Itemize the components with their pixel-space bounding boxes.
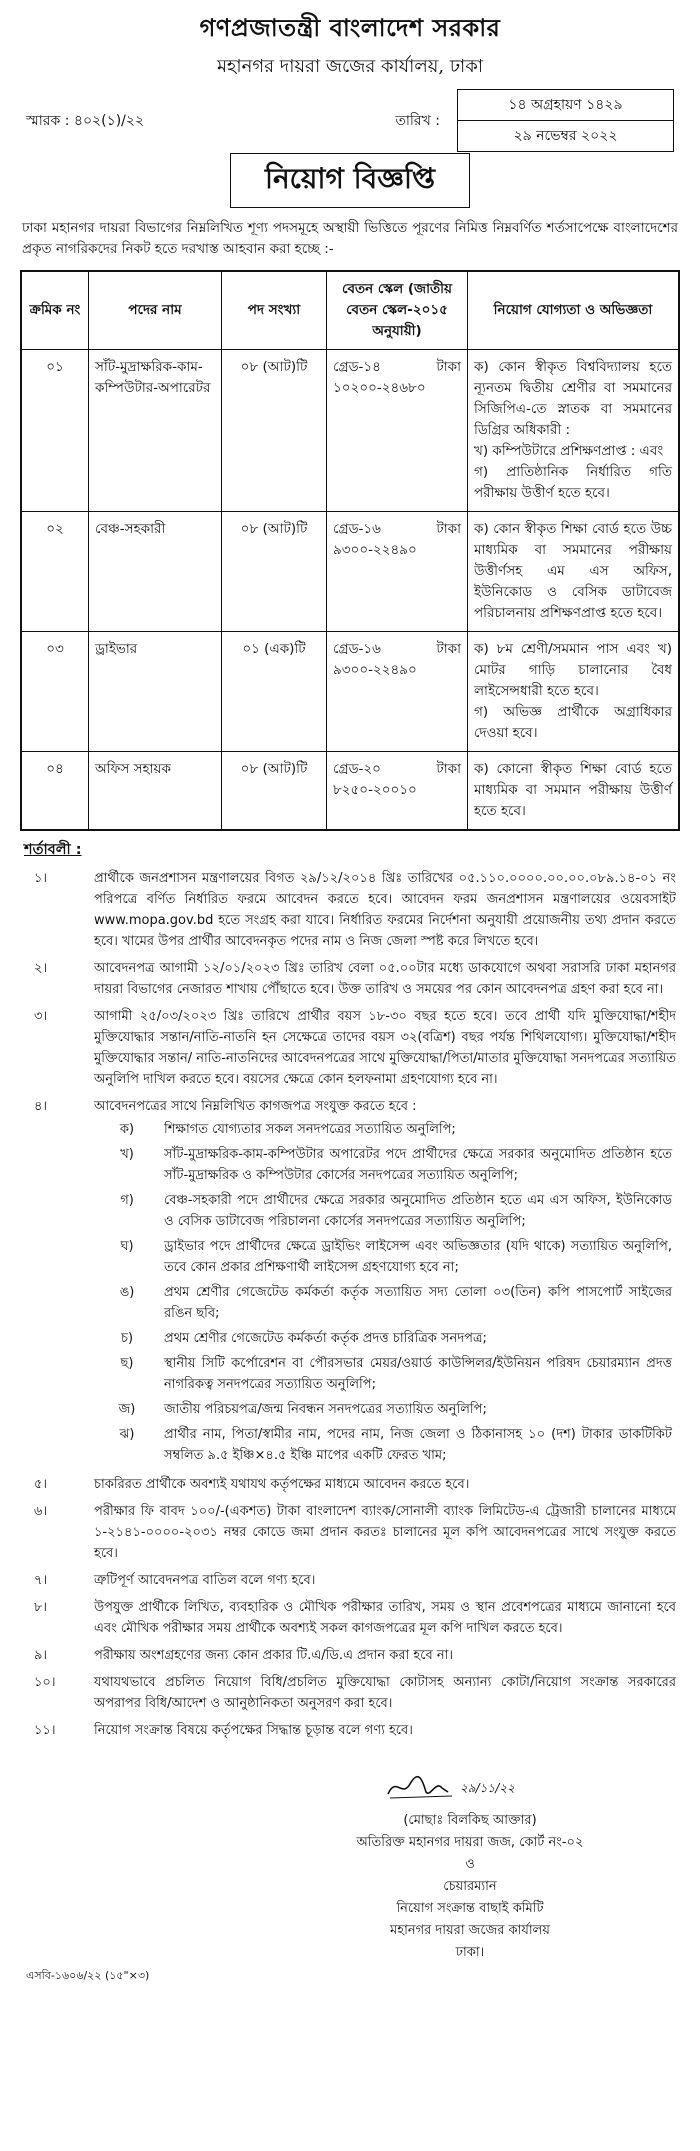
condition-number: ২।: [34, 961, 48, 976]
signature-date: ২৯/১১/২২: [460, 1781, 515, 1795]
document-text: স্থানীয় সিটি কর্পোরেশন বা পৌরসভার মেয়র/ওয়ার্ড কাউন্সিলর/ইউনিয়ন পরিষদ চেয়ারম্যান প্রদত্ত নাগরিকত্ব সনদপত্রের সত্যায়িত অনুলিপি;: [164, 1356, 672, 1392]
notice-title-box: [20, 153, 680, 208]
grade-text: গ্রেড-১৬: [333, 641, 381, 657]
condition-text: ত্রুটিপূর্ণ আবেদনপত্র বাতিল বলে গণ্য হবে।: [94, 1573, 316, 1588]
document-text: ড্রাইভার পদে প্রার্থীদের ক্ষেত্রে ড্রাইভিং লাইসেন্স এবং অভিজ্ঞতার (যদি থাকে) সত্যায়িত অনুলিপি, তবে কোন প্রকার প্রশিক্ষণার্থী লাইসেন্স গ্রহণযোগ্য হবে না;: [164, 1239, 672, 1275]
serial-cell: ০১: [21, 350, 89, 512]
document-text: শিক্ষাগত যোগ্যতার সকল সনদপত্রের সত্যায়িত অনুলিপি;: [164, 1122, 456, 1137]
date-box: [457, 89, 674, 152]
condition-text: প্রার্থীকে জনপ্রশাসন মন্ত্রণালয়ের বিগত ২৯/১২/২০১৪ খ্রিঃ তারিখের ০৫.১১০.০০০০.০০.০০.০৮৯.১৪-০১ নং পরিপত্রে বর্ণিত নির্ধারিত ফরমে আবেদন করতে হবে। আবেদন ফরম জনপ্রশাসন মন্ত্রণালয়ের ওয়েবসাইট www.mopa.gov.bd হতে সংগ্রহ করা যাবে। নির্ধারিত ফরমের নির্দেশনা অনুযায়ী প্রয়োজনীয় তথ্য প্রদান করতে হবে। খামের উপর প্রার্থীর আবেদনকৃত পদের নাম ও নিজ জেলা স্পষ্ট করে লিখতে হবে।: [94, 871, 676, 949]
document-item: [94, 1117, 676, 1142]
condition-text: আগামী ২৫/০৩/২০২৩ খ্রিঃ তারিখে প্রার্থীর বয়স ১৮-৩০ বছর হতে হবে। তবে প্রার্থী যদি মুক্তিযোদ্ধা/শহীদ মুক্তিযোদ্ধার সন্তান/নাতি-নাতনি হন সেক্ষেত্রে তাদের বয়স ৩২(বত্রিশ) বছর পর্যন্ত শিথিলযোগ্য। মুক্তিযোদ্ধা/শহীদ মুক্তিযোদ্ধার সন্তান/ নাতি-নাতনিদের আবেদনপত্রের সাথে মুক্তিযোদ্ধা/পিতা/মাতার মুক্তিযোদ্ধা সনদপত্রের সত্যায়িত অনুলিপি দাখিল করতে হবে। বয়সের ক্ষেত্রে কোন হলফনামা গ্রহণযোগ্য হবে না।: [94, 1009, 676, 1087]
condition-number: ৪।: [34, 1099, 48, 1114]
qualification-item: গ) অভিজ্ঞ প্রার্থীকে অগ্রাধিকার দেওয়া হবে।: [474, 704, 672, 741]
document-label: গ): [120, 1193, 134, 1208]
condition-item: [20, 1594, 680, 1642]
date-bangla: ১৪ অগ্রহায়ণ ১৪২৯: [508, 97, 623, 113]
signatory-role: চেয়ারম্যান: [443, 1879, 497, 1894]
grade-text: গ্রেড-১৪: [333, 359, 381, 375]
condition-item: [20, 1498, 680, 1567]
condition-text: যথাযথভাবে প্রচলিত নিয়োগ বিধি/প্রচলিত মুক্তিযোদ্ধা কোটাসহ অন্যান্য কোটা/নিয়োগ সংক্রান্ত সরকারের অপরাপর বিধি/আদেশ ও আনুষ্ঠানিকতা অনুসরণ করা হবে।: [94, 1675, 676, 1711]
count-cell: ০১ (এক)টি: [222, 632, 327, 752]
office-name: মহানগর দায়রা জজের কার্যালয়: [390, 1923, 550, 1938]
committee-name: নিয়োগ সংক্রান্ত বাছাই কমিটি: [396, 1901, 544, 1916]
qualification-item: গ) প্রাতিষ্ঠানিক নির্ধারিত গতি পরীক্ষায় উত্তীর্ণ হতে হবে।: [474, 464, 672, 501]
document-text: প্রার্থীর নাম, পিতা/স্বামীর নাম, পদের নাম, নিজ জেলা ও ঠিকানাসহ ১০ (দশ) টাকার ডাকটিকিট সম্বলিত ৯.৫ ইঞ্চি×৪.৫ ইঞ্চি মাপের একটি ফেরত খাম;: [164, 1427, 672, 1463]
qualification-item: ক) কোন স্বীকৃত বিশ্ববিদ্যালয় হতে ন্যূনতম দ্বিতীয় শ্রেণীর বা সমমানের সিজিপিএ-তে স্নাতক বা সমমানের ডিগ্রির অধিকারী :: [474, 359, 672, 438]
scale-cell: [327, 752, 468, 831]
qualification-cell: [468, 752, 680, 831]
signatory-name: (মোছাঃ বিলকিছ আক্তার): [403, 1813, 537, 1828]
document-text: বেঞ্চ-সহকারী পদে প্রার্থীদের ক্ষেত্রে সরকার অনুমোদিত প্রতিষ্ঠান হতে এম এস অফিস, ইউনিকোড ও বেসিক ডাটাবেজ পরিচালনা কোর্সের সনদপত্রের সত্যায়িত অনুলিপি;: [164, 1193, 672, 1229]
table-header-row: [21, 271, 679, 350]
signature-block: [20, 1762, 680, 1992]
table-row: [21, 512, 679, 632]
taka-text: টাকা: [436, 359, 461, 375]
reference-row: [20, 89, 680, 147]
document-label: জ): [118, 1402, 136, 1417]
scale-cell: [327, 632, 468, 752]
condition-item: [20, 1003, 680, 1093]
office-title: মহানগর দায়রা জজের কার্যালয়, ঢাকা: [216, 56, 484, 77]
condition-number: ৭।: [34, 1573, 48, 1588]
intro-paragraph: ঢাকা মহানগর দায়রা বিভাগের নিম্নলিখিত শূণ্য পদসমূহে অস্থায়ী ভিত্তিতে পূরণের নিমিত্ত নিম্নবর্ণিত শর্তসাপেক্ষে বাংলাদেশের প্রকৃত নাগরিকদের নিকট হতে দরখাস্ত আহবান করা হচ্ছে :-: [22, 220, 678, 257]
document-label: ঝ): [119, 1427, 135, 1442]
qualification-item: ক) কোন স্বীকৃত শিক্ষা বোর্ড হতে উচ্চ মাধ্যমিক বা সমমানের পরীক্ষায় উত্তীর্ণসহ এম এস অফিস, ইউনিকোড ও বেসিক ডাটাবেজ পরিচালনায় প্রশিক্ষণপ্রাপ্ত হতে হবে।: [474, 521, 672, 621]
notice-title: নিয়োগ বিজ্ঞপ্তি: [230, 153, 470, 208]
condition-text-documents: [90, 1093, 680, 1471]
date-label: তারিখ :: [395, 113, 440, 129]
posts-table: [20, 270, 680, 831]
qualification-cell: [468, 512, 680, 632]
qualification-cell: [468, 632, 680, 752]
city-name: ঢাকা।: [455, 1945, 485, 1960]
range-text: ১০২০০-২৪৬৮০: [333, 380, 426, 396]
condition-item: [20, 1717, 680, 1744]
serial-cell: ০২: [21, 512, 89, 632]
table-row: [21, 350, 679, 512]
condition-text: নিয়োগ সংক্রান্ত বিষয়ে কর্তৃপক্ষের সিদ্ধান্ত চূড়ান্ত বলে গণ্য হবে।: [94, 1723, 413, 1738]
range-text: ৯৩০০-২২৪৯০: [333, 662, 417, 678]
document-label: ক): [119, 1122, 135, 1137]
condition-number: ১০।: [34, 1675, 56, 1690]
condition-number: ৮।: [34, 1600, 48, 1615]
document-label: ছ): [120, 1356, 134, 1371]
range-text: ৯৩০০-২২৪৯০: [333, 542, 417, 558]
document-item: [94, 1188, 676, 1234]
range-text: ৮২৫০-২০০১০: [333, 782, 417, 798]
count-cell: ০৮ (আট)টি: [222, 752, 327, 831]
signatory-and: ও: [465, 1857, 475, 1872]
date-english: ২৯ নভেম্বর ২০২২: [458, 120, 673, 151]
scale-cell: [327, 350, 468, 512]
count-cell: ০৮ (আট)টি: [222, 512, 327, 632]
taka-text: টাকা: [436, 761, 461, 777]
document-label: খ): [120, 1147, 134, 1162]
letterhead: [20, 10, 680, 83]
condition-number: ৫।: [34, 1477, 48, 1492]
condition-text: আবেদনপত্র আগামী ১২/০১/২০২৩ খ্রিঃ তারিখ বেলা ০৫.০০টার মধ্যে ডাকযোগে অথবা সরাসরি ঢাকা মহানগর দায়রা বিভাগের নেজারত শাখায় পৌঁছাতে হবে। উক্ত তারিখ ও সময়ের পর কোন আবেদনপত্র গ্রহণ করা হবে না।: [94, 961, 676, 997]
document-item: [94, 1234, 676, 1280]
signatory-details: [320, 1810, 620, 1964]
serial-cell: ০৩: [21, 632, 89, 752]
document-text: প্রথম শ্রেণীর গেজেটেড কর্মকর্তা কর্তৃক সত্যায়িত সদ্য তোলা ০৩(তিন) কপি পাসপোর্ট সাইজের রঙিন ছবি;: [164, 1285, 672, 1321]
government-title: গণপ্রজাতন্ত্রী বাংলাদেশ সরকার: [199, 13, 501, 42]
qualification-item: ক) ৮ম শ্রেণী/সমমান পাস এবং খ) মোটর গাড়ি চালানোর বৈধ লাইসেন্সধারী হতে হবে।: [474, 641, 672, 699]
header-post: পদের নাম: [89, 271, 222, 350]
condition-text: পরীক্ষায় অংশগ্রহণের জন্য কোন প্রকার টি.এ/ডি.এ প্রদান করা হবে না।: [94, 1648, 454, 1663]
table-row: [21, 752, 679, 831]
condition-item: [20, 1093, 680, 1471]
condition-text: চাকরিরত প্রার্থীকে অবশ্যই যথাযথ কর্তৃপক্ষের মাধ্যমে আবেদন করতে হবে।: [94, 1477, 470, 1492]
conditions-list: [20, 865, 680, 1744]
header-qualification: নিয়োগ যোগ্যতা ও অভিজ্ঞতা: [468, 271, 680, 350]
document-label: ঙ): [119, 1285, 135, 1300]
condition-item: [20, 1669, 680, 1717]
condition-item: [20, 865, 680, 955]
grade-text: গ্রেড-২০: [333, 761, 381, 777]
condition-item: [20, 1567, 680, 1594]
taka-text: টাকা: [436, 521, 461, 537]
document-label: চ): [120, 1331, 134, 1346]
signatory-designation: অতিরিক্ত মহানগর দায়রা জজ, কোর্ট নং-০২: [356, 1835, 584, 1850]
document-item: [94, 1326, 676, 1351]
scale-cell: [327, 512, 468, 632]
condition-number: ৩।: [34, 1009, 48, 1024]
condition-item: [20, 1471, 680, 1498]
condition-number: ৬।: [34, 1504, 48, 1519]
document-label: ঘ): [120, 1239, 134, 1254]
memo-number: স্মারক : ৪০২(১)/২২: [26, 113, 145, 129]
qualification-item: খ) কম্পিউটারে প্রশিক্ষণপ্রাপ্ত : এবং: [474, 443, 664, 459]
condition-item: [20, 1642, 680, 1669]
document-text: সাঁট-মুদ্রাক্ষরিক-কাম-কম্পিউটার অপারেটর পদে প্রার্থীদের ক্ষেত্রে সরকার অনুমোদিত প্রতিষ্ঠান হতে সাঁট-মুদ্রাক্ষরিক ও কম্পিউটার কোর্সের সনদপত্রের সত্যায়িত অনুলিপি;: [164, 1147, 672, 1183]
document-text: জাতীয় পরিচয়পত্র/জন্ম নিবন্ধন সনদপত্রের সত্যায়িত অনুলিপি;: [164, 1402, 487, 1417]
condition-text: উপযুক্ত প্রার্থীকে লিখিত, ব্যবহারিক ও মৌখিক পরীক্ষার তারিখ, সময় ও স্থান প্রবেশপত্রের মাধ্যমে জানানো হবে এবং মৌখিক পরীক্ষার সময় প্রার্থীকে অবশ্যই সকল কাগজপত্রের মূল কপি দাখিল করতে হবে।: [94, 1600, 676, 1636]
handwritten-signature: [382, 1768, 522, 1804]
header-scale: বেতন স্কেল (জাতীয় বেতন স্কেল-২০১৫ অনুযায়ী): [327, 271, 468, 350]
post-cell: বেঞ্চ-সহকারী: [89, 512, 222, 632]
table-row: [21, 632, 679, 752]
conditions-title: শর্তাবলী :: [24, 842, 82, 858]
serial-cell: ০৪: [21, 752, 89, 831]
condition-number: ১১।: [34, 1723, 56, 1738]
condition-number: ১।: [34, 871, 48, 886]
count-cell: ০৮ (আট)টি: [222, 350, 327, 512]
document-text: প্রথম শ্রেণীর গেজেটেড কর্মকর্তা কর্তৃক প্রদত্ত চারিত্রিক সনদপত্র;: [164, 1331, 487, 1346]
qualification-cell: [468, 350, 680, 512]
header-count: পদ সংখ্যা: [222, 271, 327, 350]
header-serial: ক্রমিক নং: [21, 271, 89, 350]
documents-list: [94, 1117, 676, 1468]
document-item: [94, 1397, 676, 1422]
documents-intro: আবেদনপত্রের সাথে নিম্নলিখিত কাগজপত্র সংযুক্ত করতে হবে :: [94, 1099, 417, 1114]
document-item: [94, 1142, 676, 1188]
grade-text: গ্রেড-১৬: [333, 521, 381, 537]
qualification-item: ক) কোনো স্বীকৃত শিক্ষা বোর্ড হতে মাধ্যমিক বা সমমান পরীক্ষায় উত্তীর্ণ হতে হবে।: [474, 761, 672, 819]
condition-item: [20, 955, 680, 1003]
post-cell: অফিস সহায়ক: [89, 752, 222, 831]
document-item: [94, 1280, 676, 1326]
post-cell: সাঁট-মুদ্রাক্ষরিক-কাম-কম্পিউটার-অপারেটর: [89, 350, 222, 512]
document-item: [94, 1351, 676, 1397]
footer-code: এসবি-১৬০৬/২২ (১৫"×৩): [26, 1969, 150, 1982]
document-item: [94, 1422, 676, 1468]
taka-text: টাকা: [436, 641, 461, 657]
condition-text: পরীক্ষার ফি বাবদ ১০০/-(একশত) টাকা বাংলাদেশ ব্যাংক/সোনালী ব্যাংক লিমিটেড-এ ট্রেজারী চালানের মাধ্যমে ১-২১৪১-০০০০-২০৩১ নম্বর কোডে জমা প্রদান করতঃ চালানের মূল কপি আবেদনপত্রের সাথে সংযুক্ত করতে হবে।: [94, 1504, 676, 1561]
post-cell: ড্রাইভার: [89, 632, 222, 752]
condition-number: ৯।: [34, 1648, 48, 1663]
